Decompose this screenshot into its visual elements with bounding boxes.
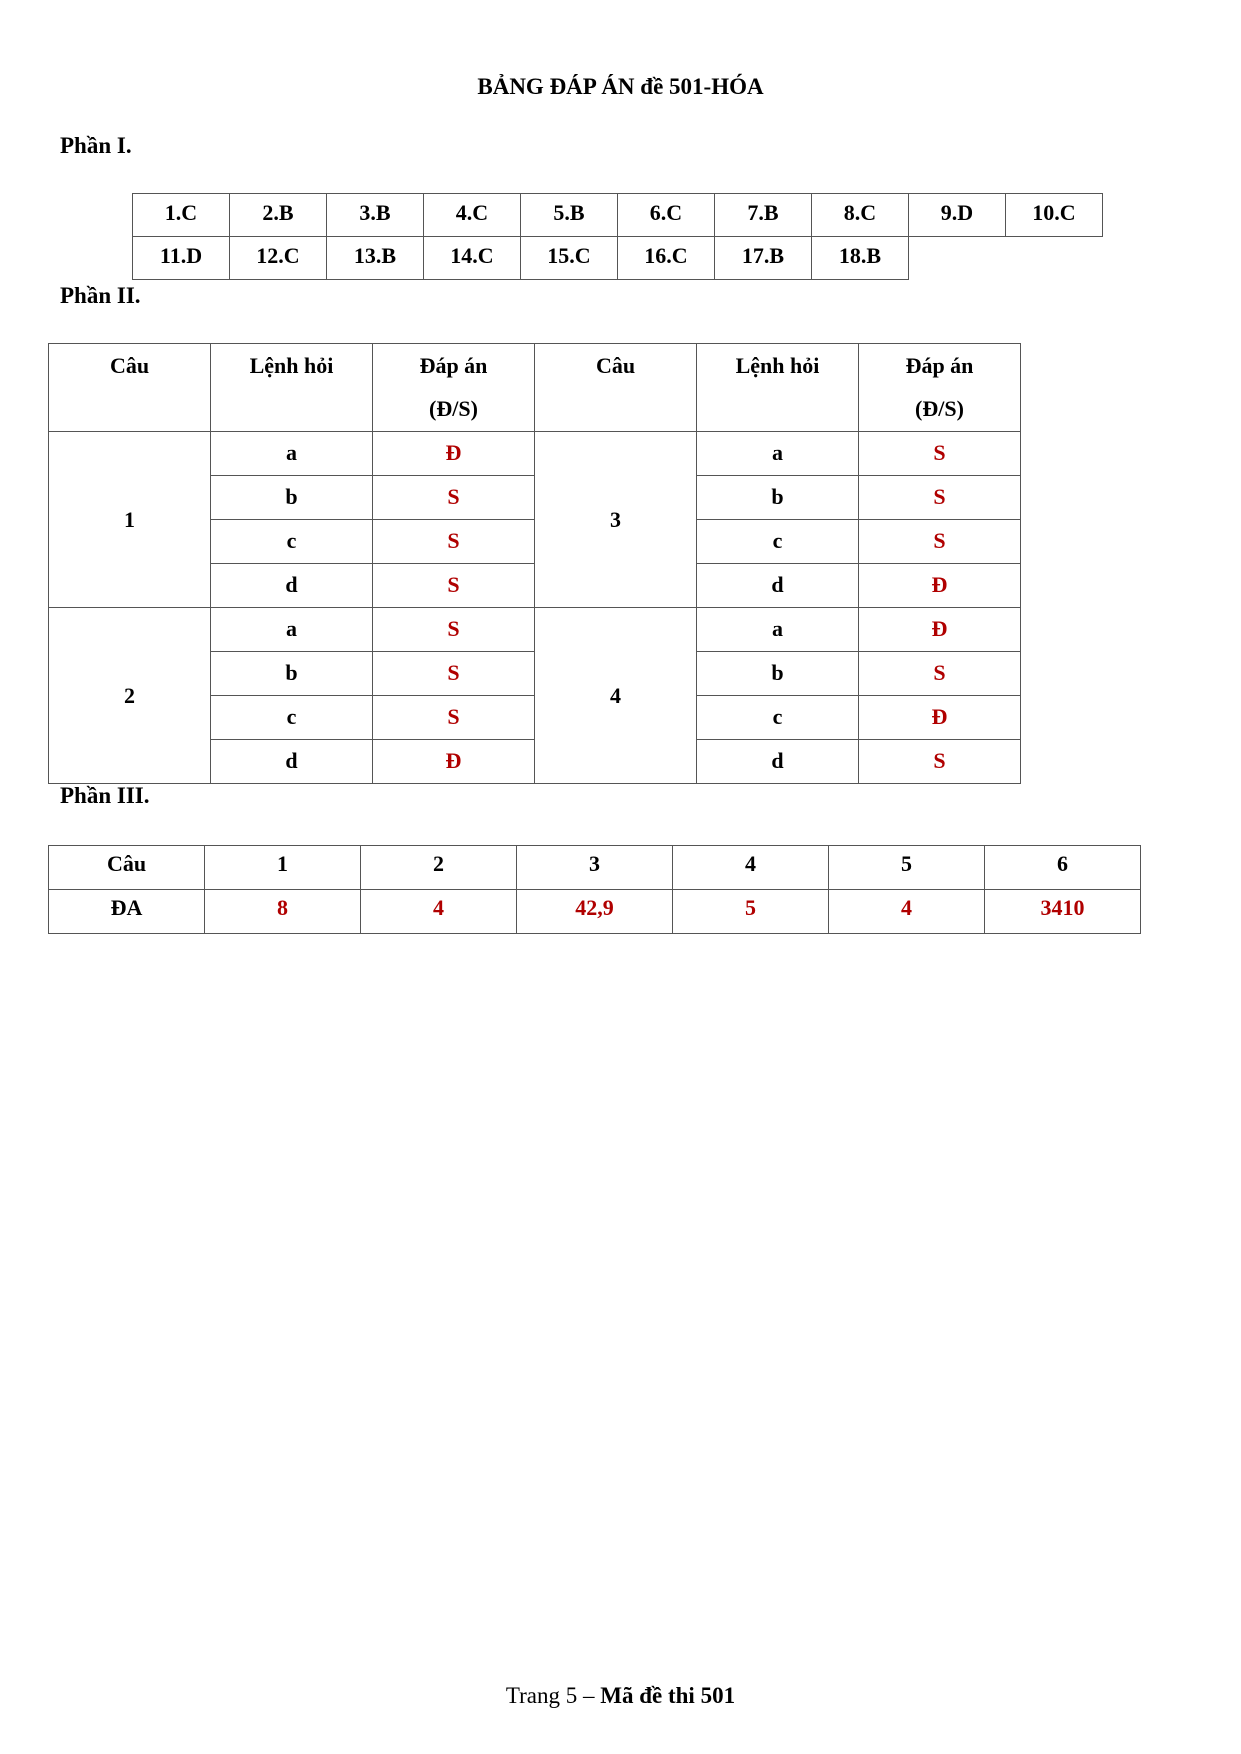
header-dap-an xyxy=(859,344,1021,432)
part2-heading: Phần II. xyxy=(60,283,141,308)
page-title: BẢNG ĐÁP ÁN đề 501-HÓA xyxy=(477,74,764,99)
answer-value: Đ xyxy=(373,740,535,784)
answer-cell: 3.B xyxy=(327,194,424,237)
answer-value: S xyxy=(373,652,535,696)
item-label: c xyxy=(211,696,373,740)
question-number: 6 xyxy=(985,846,1141,890)
question-number: 2 xyxy=(361,846,517,890)
answer-value: S xyxy=(859,740,1021,784)
question-number: 3 xyxy=(517,846,673,890)
item-label: c xyxy=(697,520,859,564)
answer-value: S xyxy=(373,608,535,652)
header-lenh-hoi: Lệnh hỏi xyxy=(697,344,859,432)
footer-page: Trang 5 – xyxy=(505,1683,601,1708)
answer-value: S xyxy=(373,564,535,608)
answer-value: Đ xyxy=(859,696,1021,740)
answer-cell: 7.B xyxy=(715,194,812,237)
footer-exam-code: Mã đề thi 501 xyxy=(600,1683,736,1708)
item-label: b xyxy=(697,652,859,696)
header-cau: Câu xyxy=(535,344,697,432)
table-header-row xyxy=(49,344,1021,432)
part3-heading: Phần III. xyxy=(60,783,150,808)
table-row xyxy=(49,890,1141,934)
item-label: b xyxy=(697,476,859,520)
question-number: 3 xyxy=(535,432,697,608)
item-label: a xyxy=(697,608,859,652)
answer-value: Đ xyxy=(373,432,535,476)
answer-cell: 14.C xyxy=(424,237,521,280)
answer-value: 42,9 xyxy=(517,890,673,934)
answer-cell: 9.D xyxy=(909,194,1006,237)
item-label: d xyxy=(697,564,859,608)
answer-cell: 5.B xyxy=(521,194,618,237)
table-row xyxy=(133,194,1103,237)
table-row xyxy=(133,237,1103,280)
question-number: 1 xyxy=(205,846,361,890)
part2-true-false-table xyxy=(48,343,1021,784)
header-lenh-hoi: Lệnh hỏi xyxy=(211,344,373,432)
table-row xyxy=(49,608,1021,652)
item-label: c xyxy=(211,520,373,564)
empty-cell xyxy=(1006,237,1103,280)
answer-cell: 17.B xyxy=(715,237,812,280)
item-label: d xyxy=(211,740,373,784)
item-label: c xyxy=(697,696,859,740)
table-row xyxy=(49,846,1141,890)
answer-cell: 4.C xyxy=(424,194,521,237)
answer-value: S xyxy=(373,520,535,564)
question-number: 2 xyxy=(49,608,211,784)
item-label: a xyxy=(211,432,373,476)
header-cau: Câu xyxy=(49,344,211,432)
page-footer xyxy=(0,1683,1241,1709)
answer-value: S xyxy=(859,432,1021,476)
answer-value: S xyxy=(373,476,535,520)
table-row xyxy=(49,432,1021,476)
question-number: 1 xyxy=(49,432,211,608)
header-dap-an-line1: Đáp án xyxy=(905,353,974,378)
answer-cell: 16.C xyxy=(618,237,715,280)
header-dap-an-line2: (Đ/S) xyxy=(429,396,478,421)
item-label: b xyxy=(211,476,373,520)
answer-value: S xyxy=(859,652,1021,696)
answer-value: 3410 xyxy=(985,890,1141,934)
header-dap-an-line2: (Đ/S) xyxy=(915,396,964,421)
answer-cell: 15.C xyxy=(521,237,618,280)
item-label: a xyxy=(697,432,859,476)
answer-cell: 8.C xyxy=(812,194,909,237)
answer-value: 8 xyxy=(205,890,361,934)
answer-cell: 6.C xyxy=(618,194,715,237)
answer-value: 4 xyxy=(361,890,517,934)
part1-heading: Phần I. xyxy=(60,133,132,158)
answer-value: Đ xyxy=(859,608,1021,652)
question-number: 4 xyxy=(535,608,697,784)
answer-value: 5 xyxy=(673,890,829,934)
item-label: b xyxy=(211,652,373,696)
answer-cell: 2.B xyxy=(230,194,327,237)
question-number: 4 xyxy=(673,846,829,890)
header-dap-an-line1: Đáp án xyxy=(419,353,488,378)
row-label-cau: Câu xyxy=(49,846,205,890)
answer-value: 4 xyxy=(829,890,985,934)
answer-cell: 12.C xyxy=(230,237,327,280)
answer-cell: 13.B xyxy=(327,237,424,280)
answer-value: S xyxy=(859,520,1021,564)
item-label: d xyxy=(211,564,373,608)
answer-cell: 11.D xyxy=(133,237,230,280)
item-label: d xyxy=(697,740,859,784)
answer-value: Đ xyxy=(859,564,1021,608)
part3-short-answer-table xyxy=(48,845,1141,934)
part1-answer-table xyxy=(132,193,1103,280)
empty-cell xyxy=(909,237,1006,280)
item-label: a xyxy=(211,608,373,652)
answer-value: S xyxy=(859,476,1021,520)
row-label-da: ĐA xyxy=(49,890,205,934)
question-number: 5 xyxy=(829,846,985,890)
answer-cell: 18.B xyxy=(812,237,909,280)
answer-cell: 10.C xyxy=(1006,194,1103,237)
answer-cell: 1.C xyxy=(133,194,230,237)
header-dap-an xyxy=(373,344,535,432)
answer-value: S xyxy=(373,696,535,740)
